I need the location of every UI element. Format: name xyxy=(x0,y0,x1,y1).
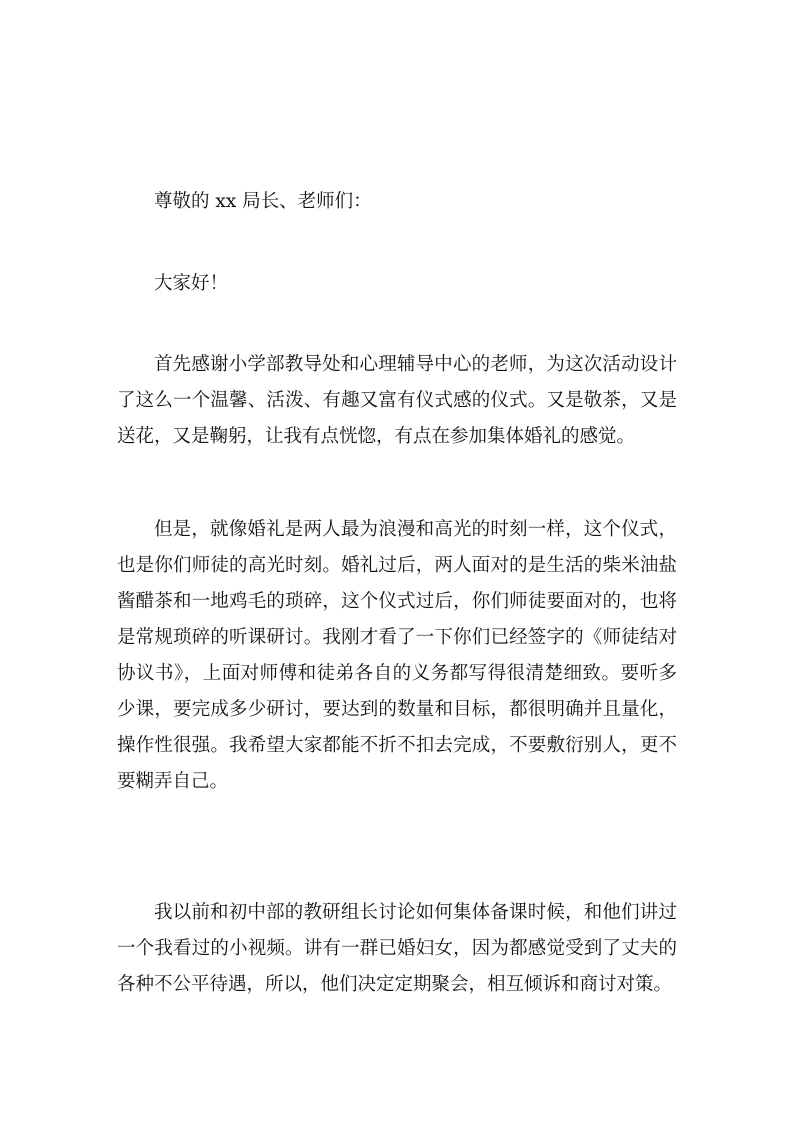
paragraph-thanks: 首先感谢小学部教导处和心理辅导中心的老师，为这次活动设计了这么一个温馨、活泼、有趣又富有仪式感的仪式。又是敬茶，又是送花，又是鞠躬，让我有点恍惚，有点在参加集体婚礼的感觉。 xyxy=(117,354,677,447)
paragraph-video-story: 我以前和初中部的教研组长讨论如何集体备课时候，和他们讲过一个我看过的小视频。讲有一群已婚妇女，因为都感觉受到了丈夫的各种不公平待遇，所以，他们决定定期聚会，相互倾诉和商讨对策。 xyxy=(117,902,677,995)
greeting: 大家好！ xyxy=(154,273,229,294)
salutation: 尊敬的 xx 局长、老师们： xyxy=(154,191,372,212)
paragraph-ceremony: 但是，就像婚礼是两人最为浪漫和高光的时刻一样，这个仪式，也是你们师徒的高光时刻。婚礼过后，两人面对的是生活的柴米油盐酱醋茶和一地鸡毛的琐碎，这个仪式过后，你们师徒要面对的，也将是常规琐碎的听课研讨。我刚才看了一下你们已经签字的《师徒结对协议书》，上面对师傅和徒弟各自的义务都写得很清楚细致。要听多少课，要完成多少研讨，要达到的数量和目标，都很明确并且量化，操作性很强。我希望大家都能不折不扣去完成，不要敷衍别人，更不要糊弄自己。 xyxy=(117,519,677,792)
